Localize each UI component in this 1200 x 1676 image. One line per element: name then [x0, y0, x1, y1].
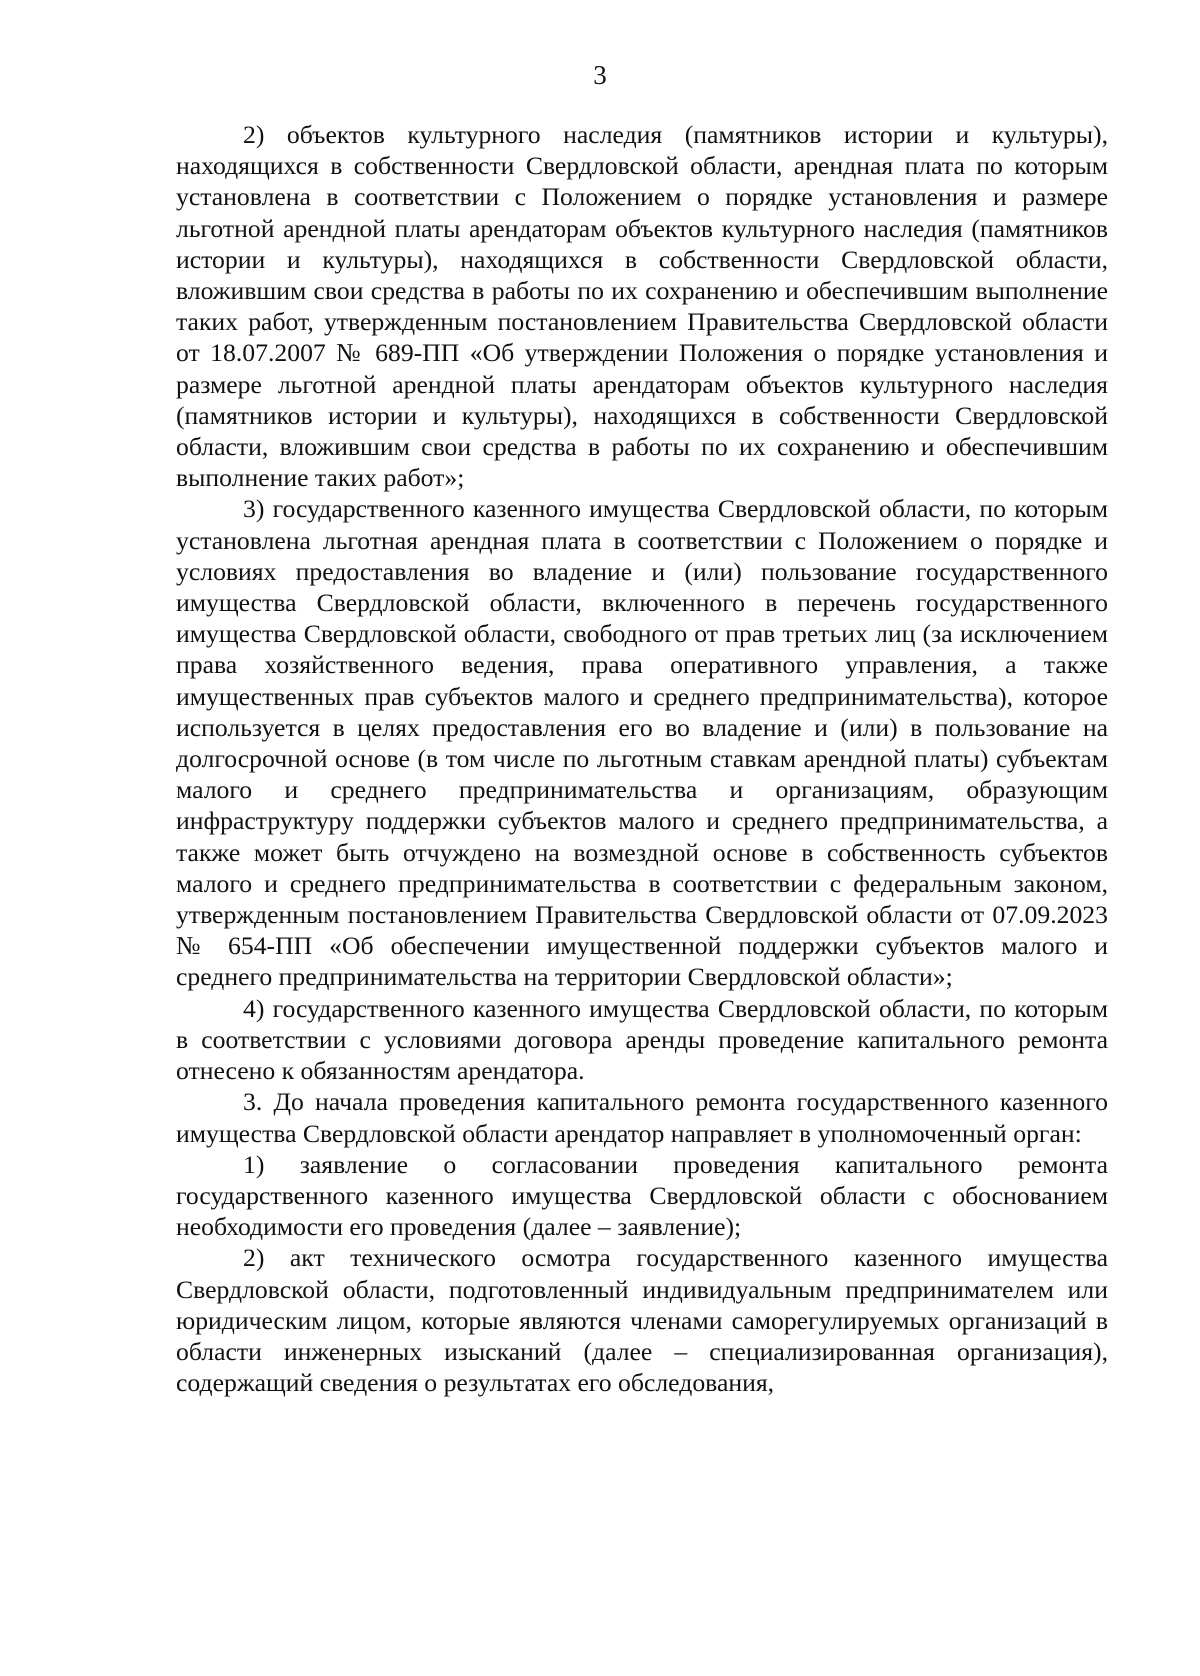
paragraph-item-4-capital-repair-tenant: 4) государственного казенного имущества Свердловской области, по которым в соответствии с условиями договора аренды проведение капитального ремонта отнесено к обязанностям арендатора.	[176, 993, 1108, 1086]
paragraph-item-2-cultural-heritage: 2) объектов культурного наследия (памятников истории и культуры), находящихся в собственности Свердловской области, арендная плата по которым установлена в соответствии с Положением о порядке установления и размере льготной арендной платы арендаторам объектов культурного наследия (памятников истории и культуры), находящихся в собственности Свердловской области, вложившим свои средства в работы по их сохранению и обеспечившим выполнение таких работ, утвержденным постановлением Правительства Свердловской области от 18.07.2007 № 689-ПП «Об утверждении Положения о порядке установления и размере льготной арендной платы арендаторам объектов культурного наследия (памятников истории и культуры), находящихся в собственности Свердловской области, вложившим свои средства в работы по их сохранению и обеспечившим выполнение таких работ»;	[176, 120, 1108, 493]
paragraph-subitem-1-application: 1) заявление о согласовании проведения капитального ремонта государственного казенного имущества Свердловской области с обоснованием необходимости его проведения (далее – заявление);	[176, 1149, 1108, 1242]
paragraph-clause-3: 3. До начала проведения капитального ремонта государственного казенного имущества Свердловской области арендатор направляет в уполномоченный орган:	[176, 1087, 1108, 1148]
paragraph-subitem-2-inspection-act: 2) акт технического осмотра государственного казенного имущества Свердловской области, подготовленный индивидуальным предпринимателем или юридическим лицом, которые являются членами саморегулируемых организаций в области инженерных изысканий (далее – специализированная организация), содержащий сведения о результатах его обследования,	[176, 1243, 1108, 1398]
page-number: 3	[593, 60, 607, 90]
document-body	[176, 119, 1108, 1398]
paragraph-item-3-state-property: 3) государственного казенного имущества Свердловской области, по которым установлена льготная арендная плата в соответствии с Положением о порядке и условиях предоставления во владение и (или) пользование государственного имущества Свердловской области, включенного в перечень государственного имущества Свердловской области, свободного от прав третьих лиц (за исключением права хозяйственного ведения, права оперативного управления, а также имущественных прав субъектов малого и среднего предпринимательства), которое используется в целях предоставления его во владение и (или) в пользование на долгосрочной основе (в том числе по льготным ставкам арендной платы) субъектам малого и среднего предпринимательства и организациям, образующим инфраструктуру поддержки субъектов малого и среднего предпринимательства, а также может быть отчуждено на возмездной основе в собственность субъектов малого и среднего предпринимательства в соответствии с федеральным законом, утвержденным постановлением Правительства Свердловской области от 07.09.2023 № 654-ПП «Об обеспечении имущественной поддержки субъектов малого и среднего предпринимательства на территории Свердловской области»;	[176, 494, 1108, 992]
